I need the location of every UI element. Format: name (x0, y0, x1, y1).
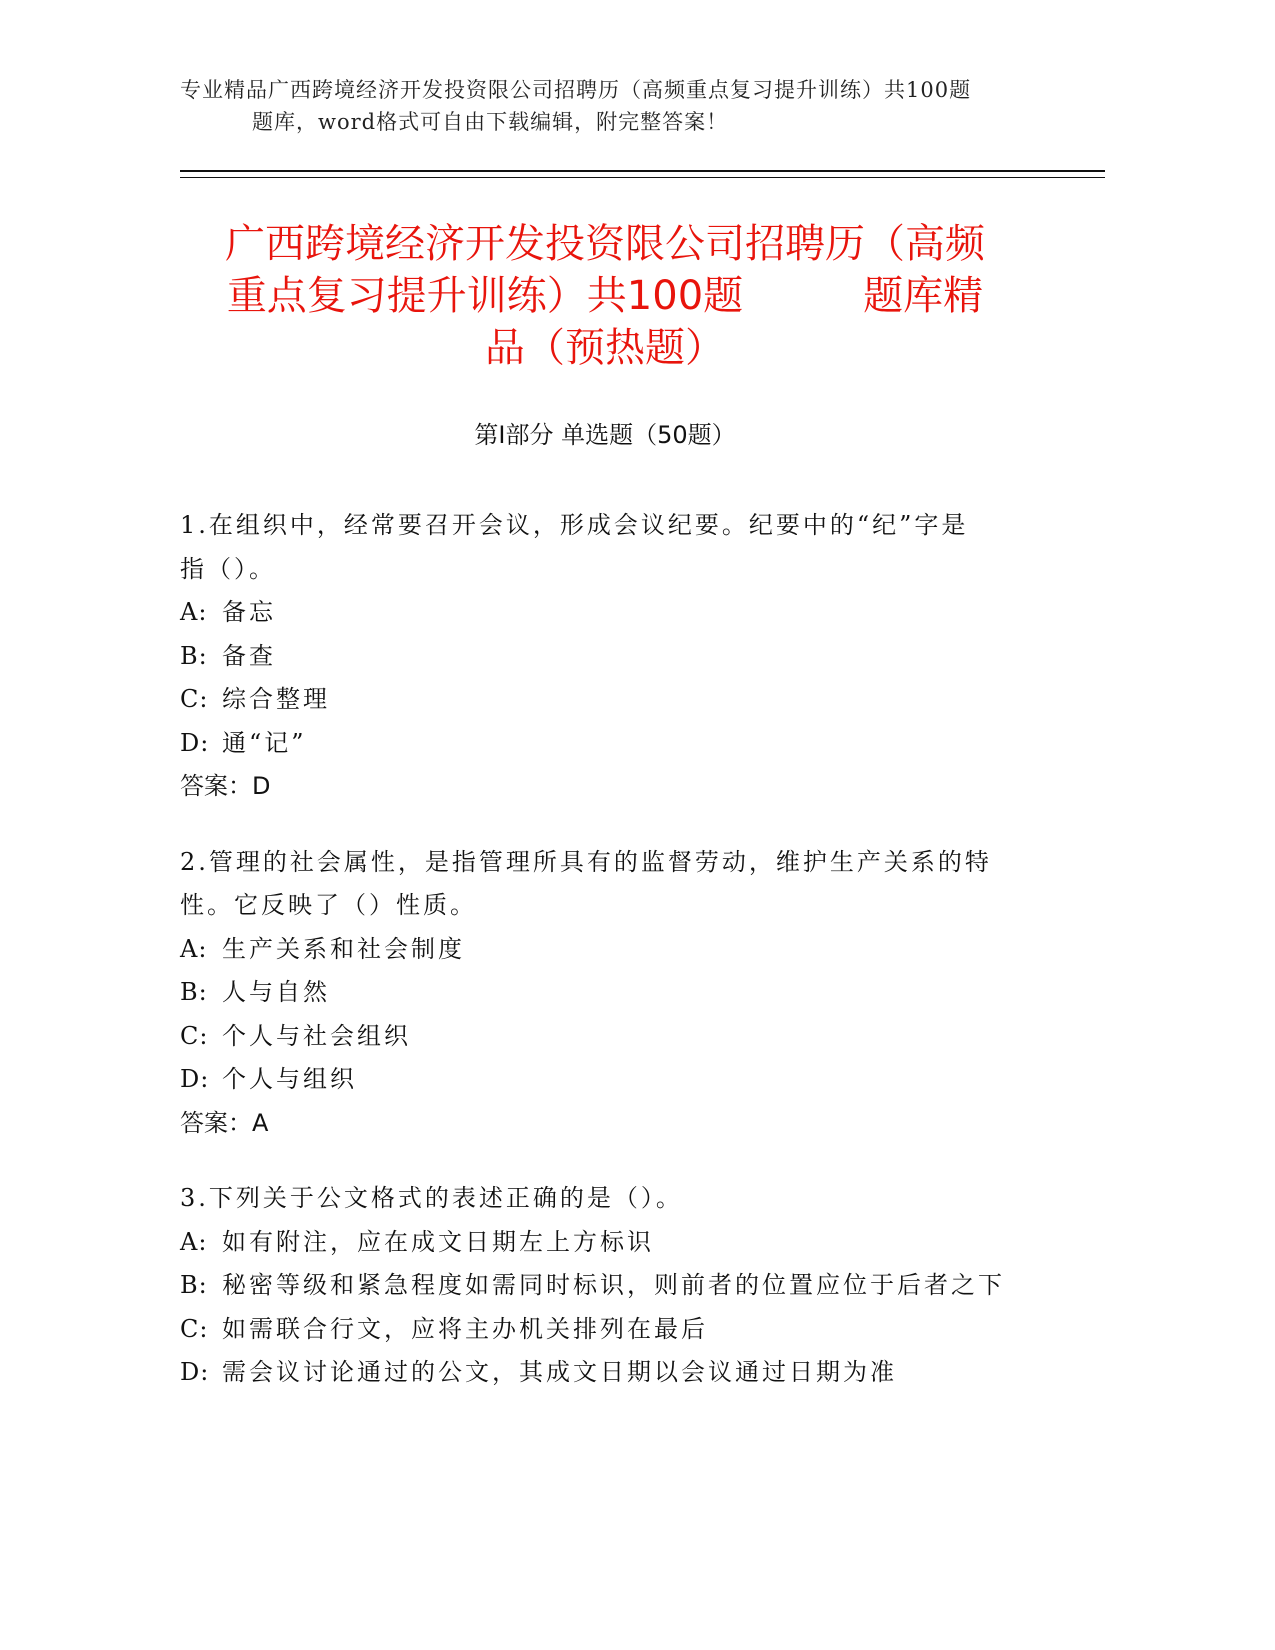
option-c (180, 1308, 1040, 1352)
document-title (180, 218, 1030, 374)
option-text: 综合整理 (222, 685, 330, 713)
section-heading: 第I部分 单选题（50题） (474, 421, 736, 449)
option-letter: C: (180, 685, 209, 713)
option-b (180, 1264, 1040, 1308)
header-note (180, 74, 1080, 138)
title-line3: 品（预热题） (485, 325, 725, 371)
option-b (180, 971, 1040, 1015)
answer-label: 答案：D (180, 772, 271, 800)
option-a (180, 591, 1040, 635)
option-text: 如有附注，应在成文日期左上方标识 (222, 1227, 654, 1256)
option-text: 生产关系和社会制度 (222, 934, 465, 963)
option-letter: C: (180, 1314, 209, 1343)
option-letter: D: (180, 1065, 210, 1093)
question-1 (180, 504, 1040, 809)
option-text: 备查 (222, 641, 276, 670)
option-c (180, 1015, 1040, 1059)
question-list (180, 504, 1040, 1427)
option-d (180, 1351, 1040, 1395)
question-stem-line: 性。它反映了（）性质。 (180, 891, 477, 919)
option-letter: C: (180, 1021, 209, 1050)
option-a (180, 928, 1040, 972)
option-text: 备忘 (222, 598, 276, 626)
header-rule-thin (180, 177, 1105, 178)
option-letter: D: (180, 1358, 210, 1386)
option-a (180, 1221, 1040, 1265)
title-line2: 重点复习提升训练）共100题 题库精 (226, 273, 984, 319)
header-note-line1: 专业精品广西跨境经济开发投资限公司招聘历（高频重点复习提升训练）共100题 (180, 78, 972, 102)
option-b (180, 635, 1040, 679)
answer-label: 答案：A (180, 1108, 269, 1137)
option-text: 秘密等级和紧急程度如需同时标识，则前者的位置应位于后者之下 (222, 1271, 1005, 1299)
option-letter: A: (180, 934, 208, 963)
question-2 (180, 841, 1040, 1146)
header-rule-thick (180, 170, 1105, 172)
question-stem-line: 指（）。 (180, 554, 276, 583)
option-c (180, 678, 1040, 722)
option-text: 需会议讨论通过的公文，其成文日期以会议通过日期为准 (222, 1358, 897, 1386)
option-text: 个人与组织 (222, 1065, 357, 1093)
question-stem-line: 3.下列关于公文格式的表述正确的是（）。 (180, 1184, 683, 1212)
option-letter: B: (180, 641, 208, 670)
option-letter: D: (180, 728, 210, 757)
question-3 (180, 1177, 1040, 1395)
option-letter: B: (180, 978, 208, 1006)
option-d (180, 722, 1040, 766)
option-text: 通“记” (222, 728, 307, 757)
option-letter: A: (180, 1227, 208, 1256)
option-d (180, 1058, 1040, 1102)
option-letter: A: (180, 598, 208, 626)
option-text: 个人与社会组织 (222, 1021, 411, 1050)
option-text: 人与自然 (222, 978, 330, 1006)
question-stem-line: 1.在组织中，经常要召开会议，形成会议纪要。纪要中的“纪”字是 (180, 511, 969, 539)
header-note-line2: 题库，word格式可自由下载编辑，附完整答案！ (252, 110, 729, 134)
option-text: 如需联合行文，应将主办机关排列在最后 (222, 1314, 708, 1343)
option-letter: B: (180, 1271, 208, 1299)
question-stem-line: 2.管理的社会属性，是指管理所具有的监督劳动，维护生产关系的特 (180, 847, 992, 876)
title-line1: 广西跨境经济开发投资限公司招聘历（高频 (225, 221, 985, 267)
